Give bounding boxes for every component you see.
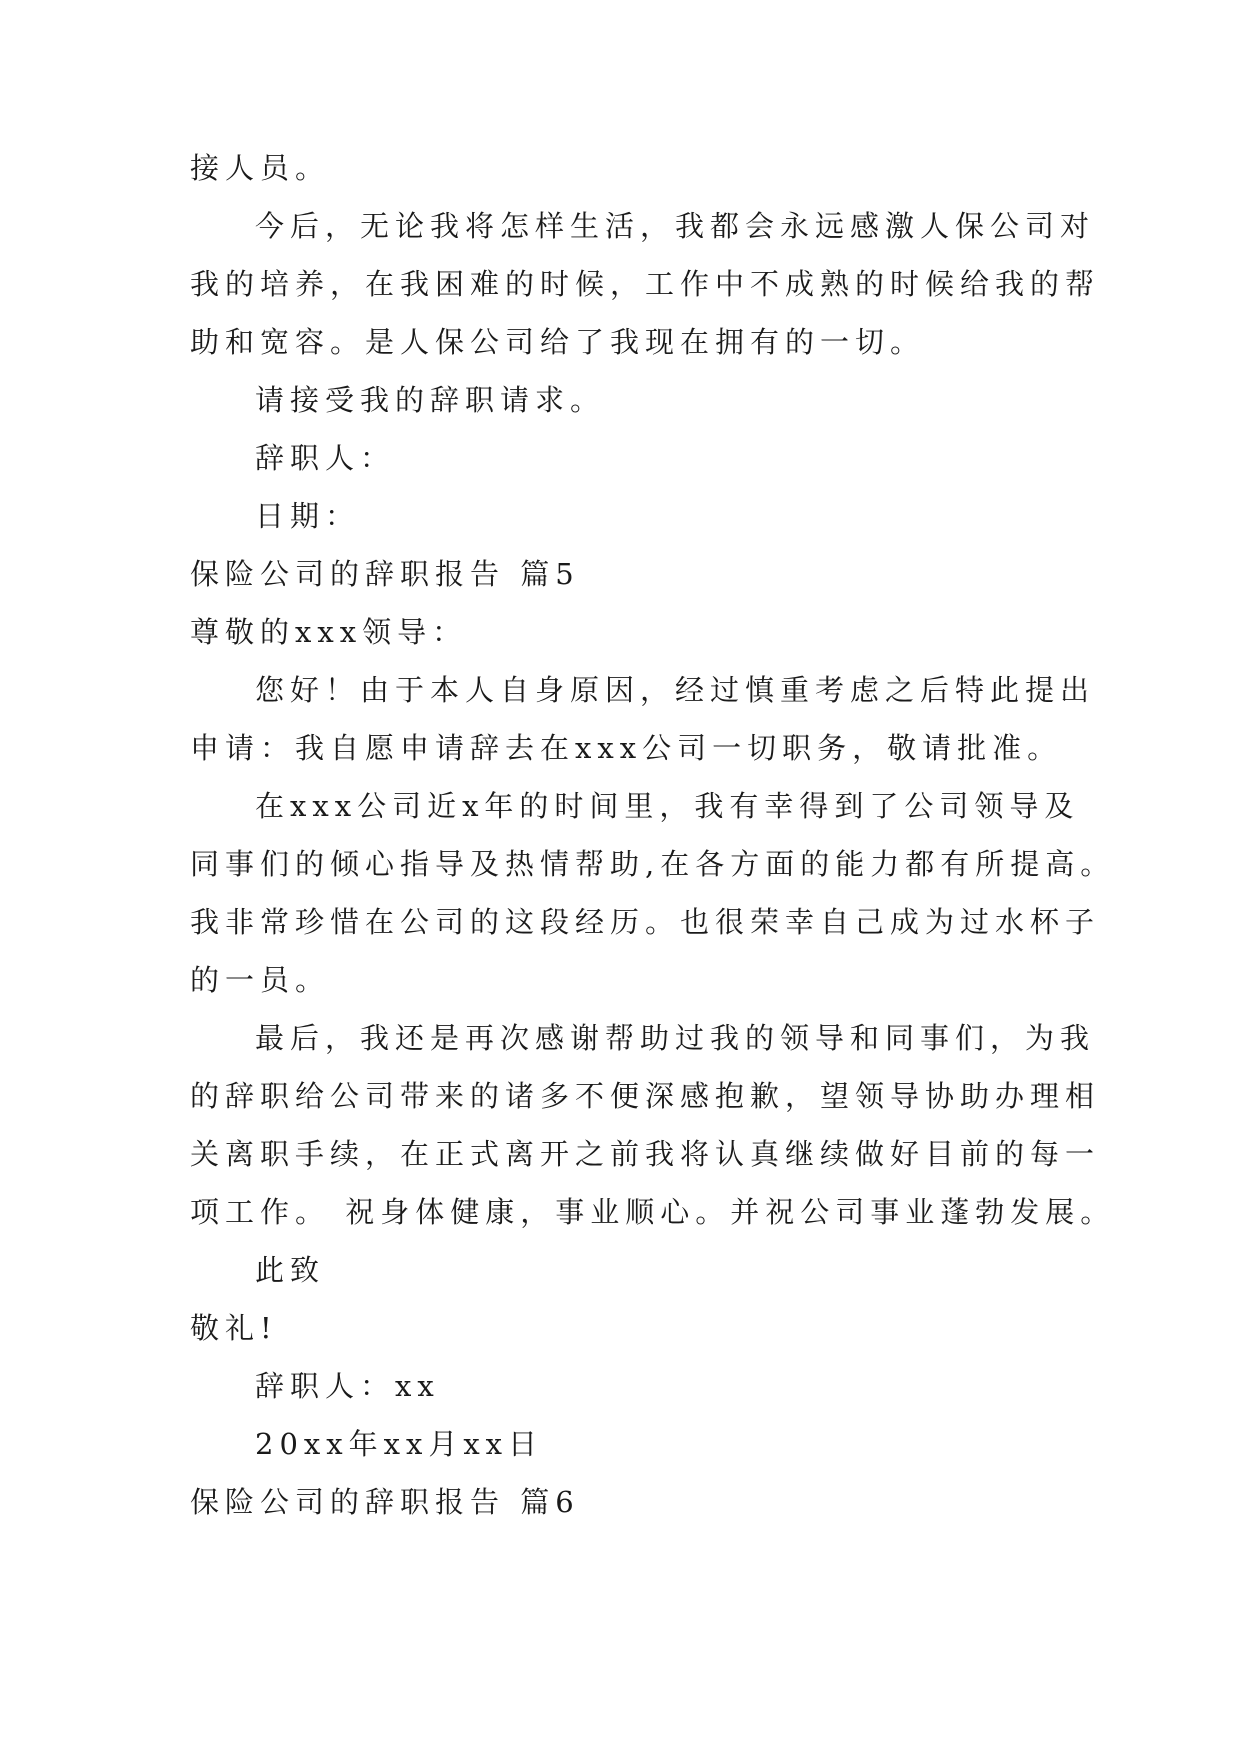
section-heading: 保险公司的辞职报告 篇6 xyxy=(190,1485,580,1519)
paragraph-line: 您好！由于本人自身原因，经过慎重考虑之后特此提出 xyxy=(255,673,1096,707)
paragraph-line: 关离职手续，在正式离开之前我将认真继续做好目前的每一 xyxy=(190,1137,1101,1171)
date-label: 20xx年xx月xx日 xyxy=(255,1427,544,1461)
salutation: 尊敬的xxx领导： xyxy=(190,615,468,649)
closing-line: 敬礼! xyxy=(190,1311,278,1345)
paragraph-line: 同事们的倾心指导及热情帮助,在各方面的能力都有所提高。 xyxy=(190,847,1116,881)
paragraph-line: 在xxx公司近x年的时间里，我有幸得到了公司领导及 xyxy=(255,789,1080,823)
paragraph-line: 我非常珍惜在公司的这段经历。也很荣幸自己成为过水杯子 xyxy=(190,905,1101,939)
signature-label: 辞职人：xx xyxy=(255,1369,440,1403)
paragraph-line: 申请：我自愿申请辞去在xxx公司一切职务，敬请批准。 xyxy=(190,731,1063,765)
paragraph-line: 的辞职给公司带来的诸多不便深感抱歉，望领导协助办理相 xyxy=(190,1079,1101,1113)
date-label: 日期： xyxy=(255,499,361,533)
paragraph-line: 的一员。 xyxy=(190,963,331,997)
paragraph-line: 今后，无论我将怎样生活，我都会永远感激人保公司对 xyxy=(255,209,1096,243)
paragraph-line: 最后，我还是再次感谢帮助过我的领导和同事们，为我 xyxy=(255,1021,1096,1055)
signature-label: 辞职人： xyxy=(255,441,396,475)
paragraph-line: 我的培养，在我困难的时候，工作中不成熟的时候给我的帮 xyxy=(190,267,1101,301)
closing-line: 此致 xyxy=(255,1253,326,1287)
section-heading: 保险公司的辞职报告 篇5 xyxy=(190,557,580,591)
paragraph-line: 接人员。 xyxy=(190,151,331,185)
paragraph-line: 请接受我的辞职请求。 xyxy=(255,383,606,417)
paragraph-line: 助和宽容。是人保公司给了我现在拥有的一切。 xyxy=(190,325,926,359)
paragraph-line: 项工作。 祝身体健康，事业顺心。并祝公司事业蓬勃发展。 xyxy=(190,1195,1116,1229)
